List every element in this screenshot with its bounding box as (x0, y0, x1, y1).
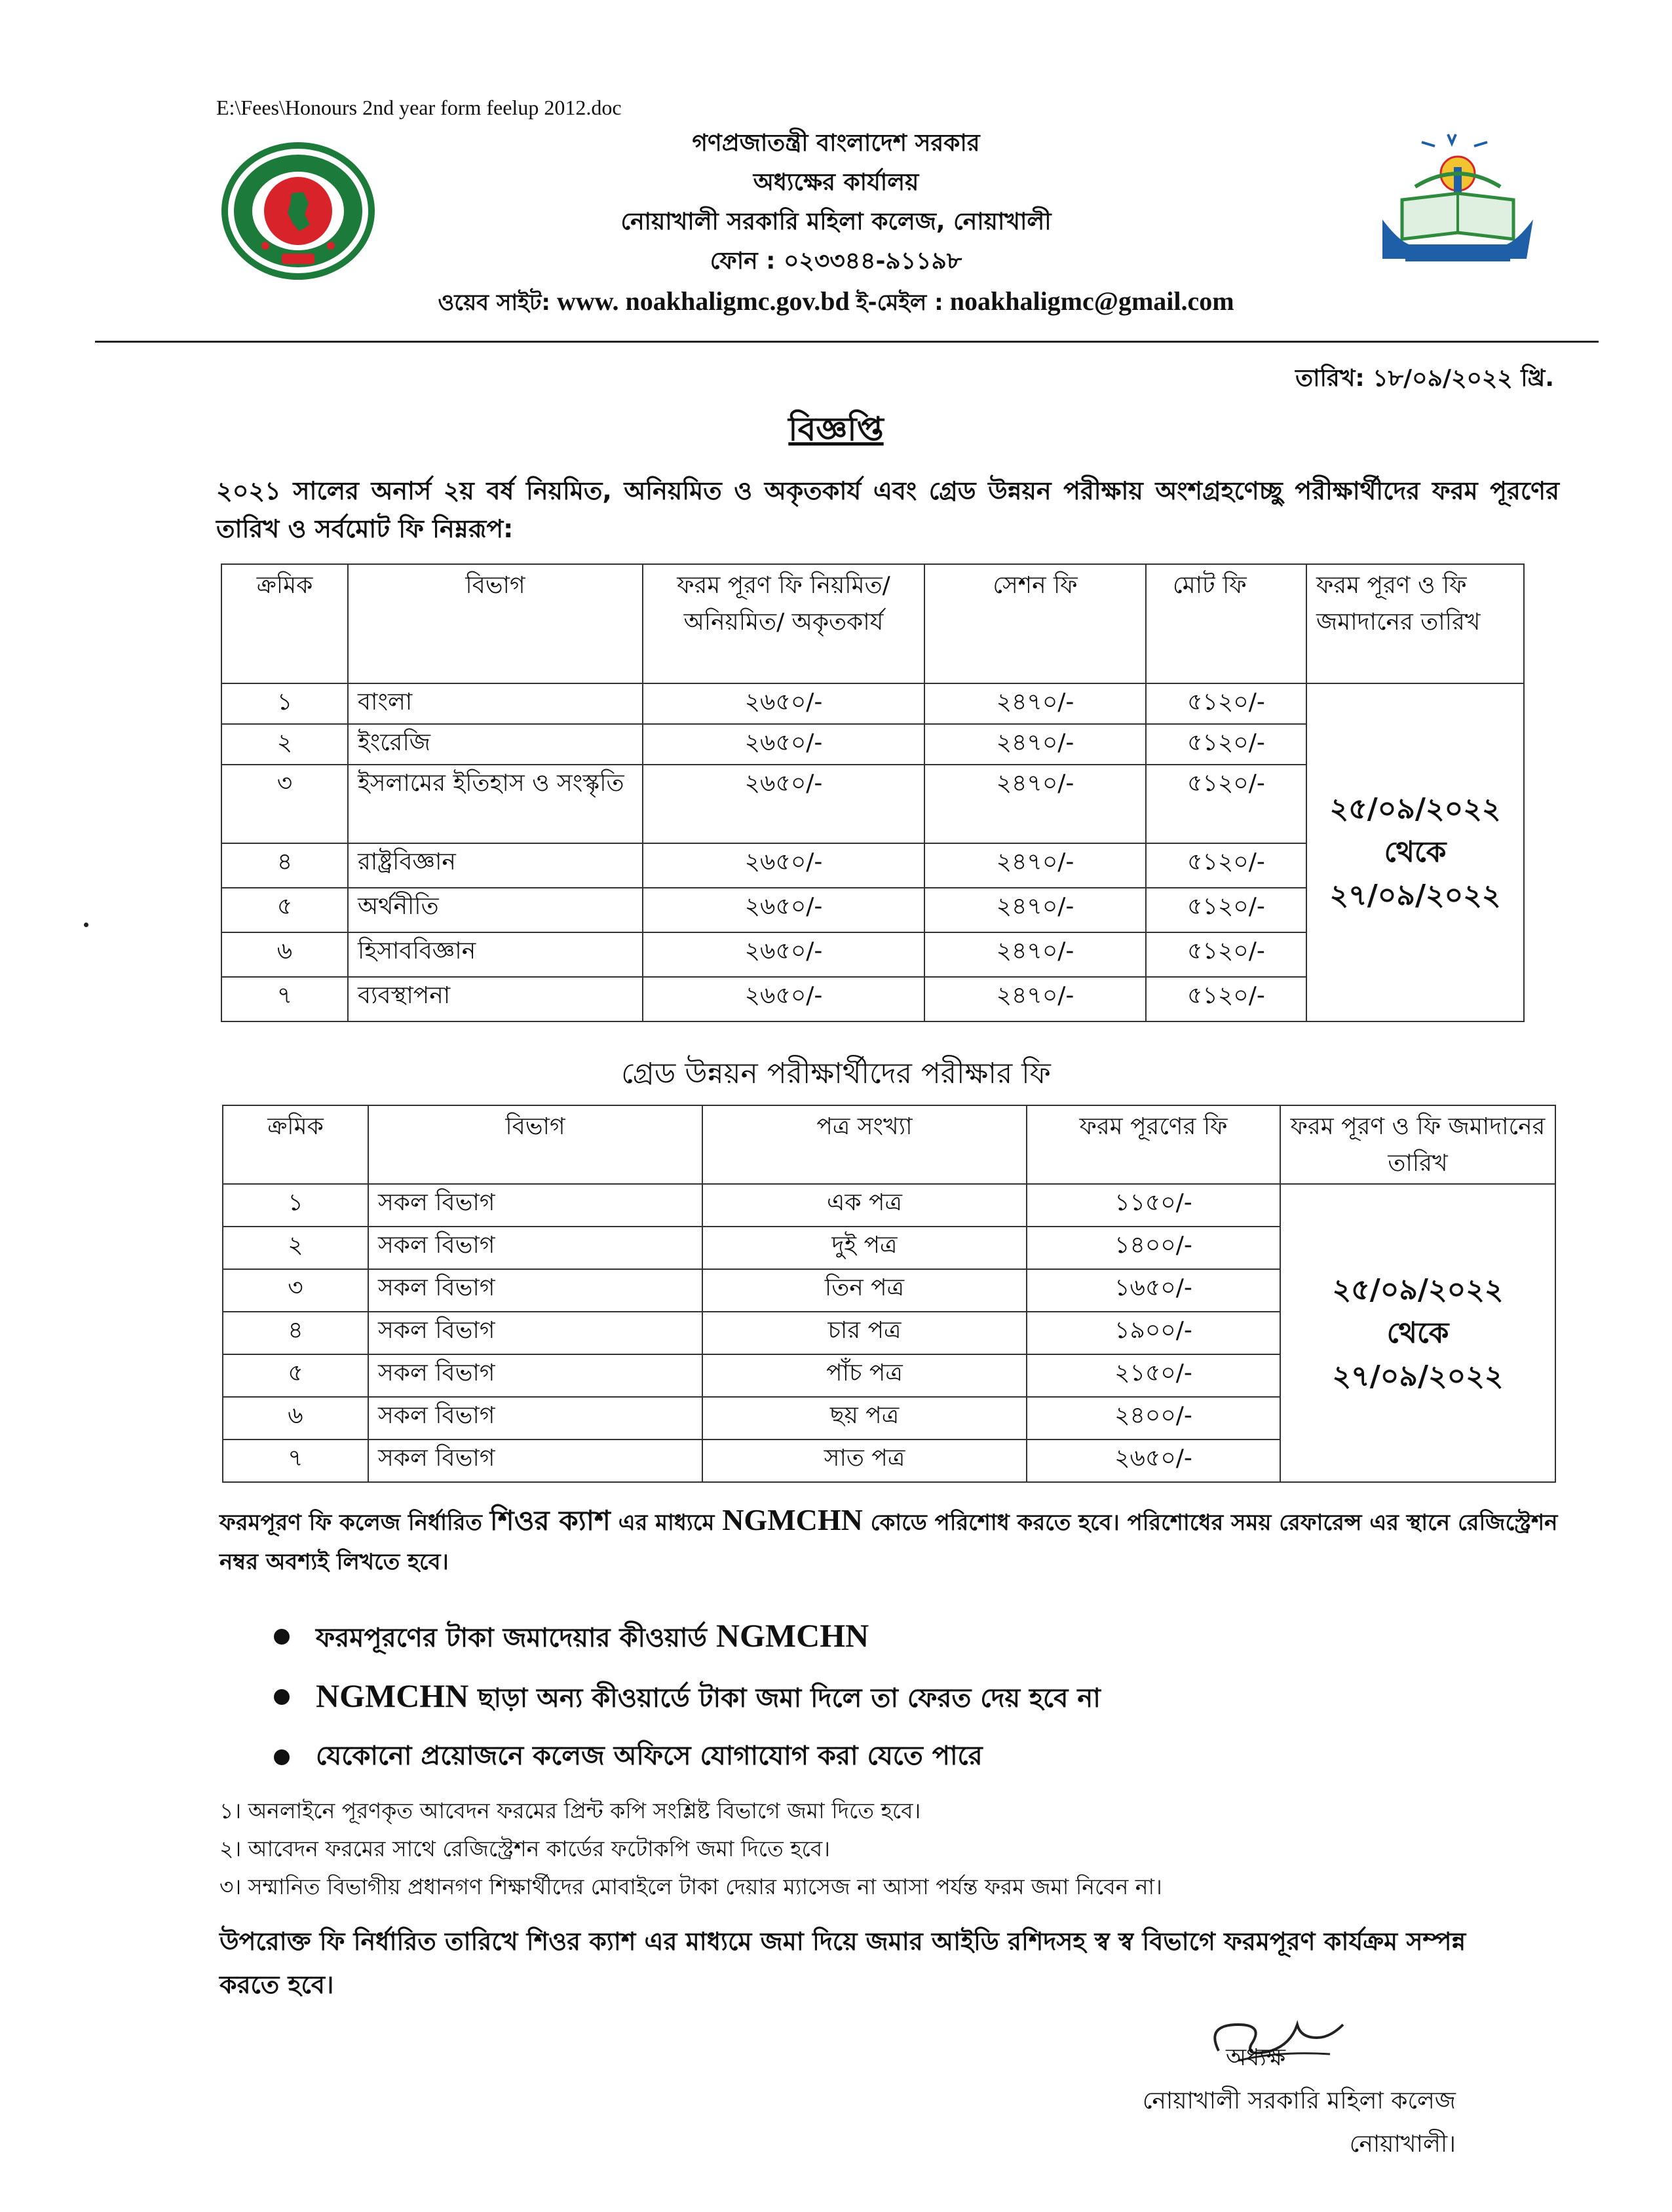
cell-serial: ৭ (221, 977, 348, 1021)
cell-department: সকল বিভাগ (368, 1440, 702, 1482)
col-paper-count: পত্র সংখ্যা (702, 1105, 1027, 1184)
bullet-item (269, 1666, 1101, 1726)
notice-intro: ২০২১ সালের অনার্স ২য় বর্ষ নিয়মিত, অনিয়মিত ও অকৃতকার্য এবং গ্রেড উন্নয়ন পরীক্ষায় অংশগ্রহণেচ্ছু পরীক্ষার্থীদের ফরম পূরণের তারিখ ও সর্বমোট ফি নিম্নরূপ: (216, 476, 1559, 543)
cell-department: হিসাববিজ্ঞান (348, 932, 643, 977)
table-row (221, 683, 1524, 724)
cell-paper-count: এক পত্র (702, 1184, 1027, 1227)
header-govt: গণপ্রজাতন্ত্রী বাংলাদেশ সরকার (692, 130, 980, 157)
sure-cash-label: শিওর ক্যাশ (489, 1504, 611, 1536)
header-contact (0, 286, 1672, 323)
table-row (223, 1184, 1555, 1227)
cell-department: সকল বিভাগ (368, 1227, 702, 1269)
cell-paper-count: সাত পত্র (702, 1440, 1027, 1482)
cell-department: রাষ্ট্রবিজ্ঞান (348, 843, 643, 888)
notice-date: তারিখ: ১৮/০৯/২০২২ খ্রি. (1295, 365, 1554, 392)
cell-serial: ৩ (221, 765, 348, 843)
date-from: ২৫/০৯/২০২২ (1329, 792, 1501, 826)
col-session-fee: সেশন ফি (924, 564, 1146, 683)
cell-serial: ২ (223, 1227, 368, 1269)
cell-total-fee: ৫১২০/- (1146, 765, 1306, 843)
payment-text-3: কোডে পরিশোধ করতে হবে। পরিশোধের সময় রেফারেন্স এর স্থানে রেজিস্ট্রেশন নম্বর অবশ্যই লিখতে হবে। (219, 1510, 1558, 1575)
header-divider (95, 341, 1599, 343)
col-form-fee: ফরম পূরণের ফি (1027, 1105, 1280, 1184)
cell-form-fee: ২৬৫০/- (643, 765, 924, 843)
header-phone: ফোন : ০২৩৩৪৪-৯১১৯৮ (710, 248, 962, 275)
cell-serial: ৬ (221, 932, 348, 977)
cell-department: সকল বিভাগ (368, 1269, 702, 1312)
grade-improvement-table (222, 1105, 1556, 1483)
header-office: অধ্যক্ষের কার্যালয় (753, 169, 919, 196)
cell-form-fee: ১৪০০/- (1027, 1227, 1280, 1269)
cell-total-fee: ৫১২০/- (1146, 932, 1306, 977)
bullet-item (269, 1605, 1101, 1666)
cell-paper-count: দুই পত্র (702, 1227, 1027, 1269)
payment-text-1: ফরমপূরণ ফি কলেজ নির্ধারিত (219, 1510, 482, 1536)
closing-instruction: উপরোক্ত ফি নির্ধারিত তারিখে শিওর ক্যাশ এর মাধ্যমে জমা দিয়ে জমার আইডি রশিদসহ স্ব স্ব বিভাগে ফরমপূরণ কার্যক্রম সম্পন্ন করতে হবে। (219, 1927, 1466, 1999)
cell-date-range (1280, 1184, 1555, 1482)
website-link[interactable]: www. noakhaligmc.gov.bd (557, 286, 850, 316)
notice-title: বিজ্ঞপ্তি (788, 410, 884, 448)
col-date: ফরম পূরণ ও ফি জমাদানের তারিখ (1280, 1105, 1555, 1184)
cell-form-fee: ২১৫০/- (1027, 1354, 1280, 1397)
cell-serial: ১ (223, 1184, 368, 1227)
file-path: E:\Fees\Honours 2nd year form feelup 2012.doc (216, 96, 622, 119)
cell-form-fee: ১১৫০/- (1027, 1184, 1280, 1227)
cell-department: ইসলামের ইতিহাস ও সংস্কৃতি (348, 765, 643, 843)
cell-session-fee: ২৪৭০/- (924, 888, 1146, 932)
scan-speck (84, 923, 88, 927)
date-from: ২৫/০৯/২০২২ (1332, 1272, 1504, 1306)
grade-improvement-title: গ্রেড উন্নয়ন পরীক্ষার্থীদের পরীক্ষার ফি (621, 1057, 1051, 1090)
col-serial: ক্রমিক (221, 564, 348, 683)
cell-form-fee: ১৯০০/- (1027, 1312, 1280, 1354)
cell-form-fee: ১৬৫০/- (1027, 1269, 1280, 1312)
cell-session-fee: ২৪৭০/- (924, 683, 1146, 724)
cell-session-fee: ২৪৭০/- (924, 977, 1146, 1021)
cell-department: ব্যবস্থাপনা (348, 977, 643, 1021)
bullet-text: ফরমপূরণের টাকা জমাদেয়ার কীওয়ার্ড (316, 1623, 707, 1653)
note-item: ১। অনলাইনে পূরণকৃত আবেদন ফরমের প্রিন্ট কপি সংশ্লিষ্ট বিভাগে জমা দিতে হবে। (219, 1798, 921, 1823)
fee-table (221, 563, 1525, 1022)
cell-total-fee: ৫১২০/- (1146, 888, 1306, 932)
cell-session-fee: ২৪৭০/- (924, 724, 1146, 765)
signatory-college: নোয়াখালী সরকারি মহিলা কলেজ (1142, 2088, 1456, 2114)
date-to: ২৭/০৯/২০২২ (1329, 879, 1501, 912)
bullet-list (269, 1605, 1101, 1786)
header-college: নোয়াখালী সরকারি মহিলা কলেজ, নোয়াখালী (620, 208, 1052, 235)
note-item: ২। আবেদন ফরমের সাথে রেজিস্ট্রেশন কার্ডের ফটোকপি জমা দিতে হবে। (219, 1836, 831, 1861)
bullet-item (269, 1726, 1101, 1786)
col-total-fee: মোট ফি (1146, 564, 1306, 683)
cell-total-fee: ৫১২০/- (1146, 724, 1306, 765)
bullet-text: যেকোনো প্রয়োজনে কলেজ অফিসে যোগাযোগ করা যেতে পারে (316, 1741, 983, 1771)
signatory-designation: অধ্যক্ষ (1226, 2044, 1285, 2071)
cell-serial: ৪ (221, 843, 348, 888)
cell-total-fee: ৫১২০/- (1146, 977, 1306, 1021)
bullet-code: NGMCHN (715, 1617, 869, 1654)
cell-department: অর্থনীতি (348, 888, 643, 932)
cell-serial: ৩ (223, 1269, 368, 1312)
table-header-row (221, 564, 1524, 683)
date-mid: থেকে (1386, 1316, 1449, 1350)
cell-serial: ৪ (223, 1312, 368, 1354)
cell-total-fee: ৫১২০/- (1146, 683, 1306, 724)
website-label: ওয়েব সাইট: (438, 290, 550, 316)
date-mid: থেকে (1384, 835, 1447, 869)
bullet-text: ছাড়া অন্য কীওয়ার্ডে টাকা জমা দিলে তা ফেরত দেয় হবে না (478, 1683, 1101, 1713)
cell-session-fee: ২৪৭০/- (924, 843, 1146, 888)
cell-department: সকল বিভাগ (368, 1397, 702, 1440)
cell-paper-count: ছয় পত্র (702, 1397, 1027, 1440)
cell-serial: ১ (221, 683, 348, 724)
note-item: ৩। সম্মানিত বিভাগীয় প্রধানগণ শিক্ষার্থীদের মোবাইলে টাকা দেয়ার ম্যাসেজ না আসা পর্যন্ত ফরম জমা নিবেন না। (219, 1874, 1162, 1899)
cell-form-fee: ২৬৫০/- (643, 977, 924, 1021)
cell-serial: ৫ (221, 888, 348, 932)
cell-session-fee: ২৪৭০/- (924, 932, 1146, 977)
cell-date-range (1306, 683, 1524, 1021)
cell-serial: ৬ (223, 1397, 368, 1440)
signatory-place: নোয়াখালী। (1349, 2131, 1456, 2158)
col-date: ফরম পূরণ ও ফি জমাদানের তারিখ (1306, 564, 1524, 683)
cell-serial: ৫ (223, 1354, 368, 1397)
cell-department: ইংরেজি (348, 724, 643, 765)
cell-total-fee: ৫১২০/- (1146, 843, 1306, 888)
cell-department: সকল বিভাগ (368, 1312, 702, 1354)
cell-serial: ৭ (223, 1440, 368, 1482)
table-header-row (223, 1105, 1555, 1184)
email-label: ই-মেইল : (856, 290, 943, 316)
col-serial: ক্রমিক (223, 1105, 368, 1184)
payment-text-2: এর মাধ্যমে (618, 1510, 715, 1536)
cell-form-fee: ২৬৫০/- (643, 724, 924, 765)
payment-instructions (219, 1500, 1563, 1582)
cell-form-fee: ২৬৫০/- (643, 843, 924, 888)
cell-paper-count: চার পত্র (702, 1312, 1027, 1354)
numbered-notes (219, 1792, 1162, 1906)
cell-form-fee: ২৪০০/- (1027, 1397, 1280, 1440)
cell-form-fee: ২৬৫০/- (643, 932, 924, 977)
cell-department: সকল বিভাগ (368, 1354, 702, 1397)
payment-code: NGMCHN (722, 1503, 863, 1536)
cell-paper-count: পাঁচ পত্র (702, 1354, 1027, 1397)
cell-department: সকল বিভাগ (368, 1184, 702, 1227)
cell-serial: ২ (221, 724, 348, 765)
cell-form-fee: ২৬৫০/- (1027, 1440, 1280, 1482)
cell-department: বাংলা (348, 683, 643, 724)
cell-form-fee: ২৬৫০/- (643, 888, 924, 932)
cell-paper-count: তিন পত্র (702, 1269, 1027, 1312)
col-department: বিভাগ (348, 564, 643, 683)
signature-block (1143, 2036, 1456, 2166)
col-form-fee: ফরম পূরণ ফি নিয়মিত/অনিয়মিত/ অকৃতকার্য (643, 564, 924, 683)
cell-session-fee: ২৪৭০/- (924, 765, 1146, 843)
date-to: ২৭/০৯/২০২২ (1332, 1359, 1504, 1393)
cell-form-fee: ২৬৫০/- (643, 683, 924, 724)
bullet-code: NGMCHN (316, 1677, 469, 1714)
email-link[interactable]: noakhaligmc@gmail.com (949, 286, 1234, 316)
col-department: বিভাগ (368, 1105, 702, 1184)
